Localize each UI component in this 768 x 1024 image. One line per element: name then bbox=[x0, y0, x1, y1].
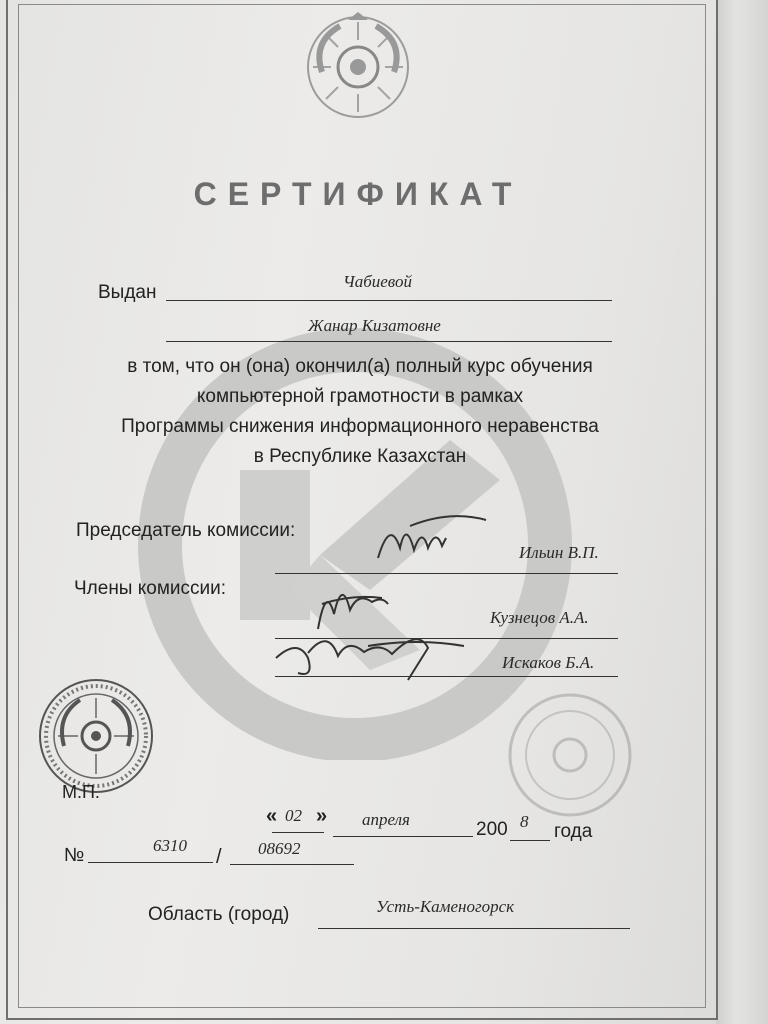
body-line: компьютерной грамотности в рамках bbox=[196, 386, 524, 407]
date-month: апреля bbox=[362, 810, 410, 829]
region-value: Усть-Каменогорск bbox=[376, 897, 515, 916]
date-close-quote: » bbox=[316, 805, 328, 827]
date-day: 02 bbox=[285, 806, 302, 825]
member-name: Искаков Б.А. bbox=[502, 653, 595, 672]
number-part2-line bbox=[230, 864, 354, 865]
background-surface bbox=[716, 0, 768, 1024]
recipient-surname: Чабиевой bbox=[343, 272, 412, 291]
chairman-signature-icon bbox=[370, 508, 490, 568]
given-names-line bbox=[166, 341, 612, 342]
faint-seal-icon bbox=[505, 690, 635, 820]
chairman-name: Ильин В.П. bbox=[519, 543, 599, 562]
recipient-given-names: Жанар Кизатовне bbox=[308, 316, 441, 335]
number-part1: 6310 bbox=[153, 836, 187, 855]
state-emblem-icon bbox=[300, 12, 416, 122]
member-line bbox=[275, 676, 618, 677]
certificate-title: СЕРТИФИКАТ bbox=[193, 176, 523, 212]
date-day-line bbox=[272, 832, 324, 833]
date-year-prefix: 200 bbox=[476, 819, 508, 840]
date-open-quote: « bbox=[266, 805, 278, 827]
stamp-label: М.П. bbox=[62, 782, 100, 802]
chairman-label: Председатель комиссии: bbox=[76, 520, 296, 541]
issued-label: Выдан bbox=[98, 282, 157, 303]
number-sign: № bbox=[64, 845, 85, 866]
member-name: Кузнецов А.А. bbox=[490, 608, 589, 627]
certificate-body bbox=[60, 352, 660, 472]
date-year-word: года bbox=[554, 821, 593, 842]
body-line: в том, что он (она) окончил(а) полный курс обучения bbox=[127, 356, 593, 377]
number-separator: / bbox=[216, 846, 222, 868]
body-line: Программы снижения информационного неравенства bbox=[121, 416, 599, 437]
date-year-line bbox=[510, 840, 550, 841]
member-signature-icon bbox=[268, 618, 468, 688]
members-label: Члены комиссии: bbox=[74, 578, 227, 599]
date-month-line bbox=[333, 836, 473, 837]
surname-line bbox=[166, 300, 612, 301]
region-line bbox=[318, 928, 630, 929]
date-year-suffix: 8 bbox=[520, 812, 529, 831]
official-seal-icon bbox=[36, 676, 156, 796]
number-part1-line bbox=[88, 862, 213, 863]
body-line: в Республике Казахстан bbox=[253, 446, 467, 467]
number-part2: 08692 bbox=[258, 839, 301, 858]
region-label: Область (город) bbox=[148, 904, 290, 925]
